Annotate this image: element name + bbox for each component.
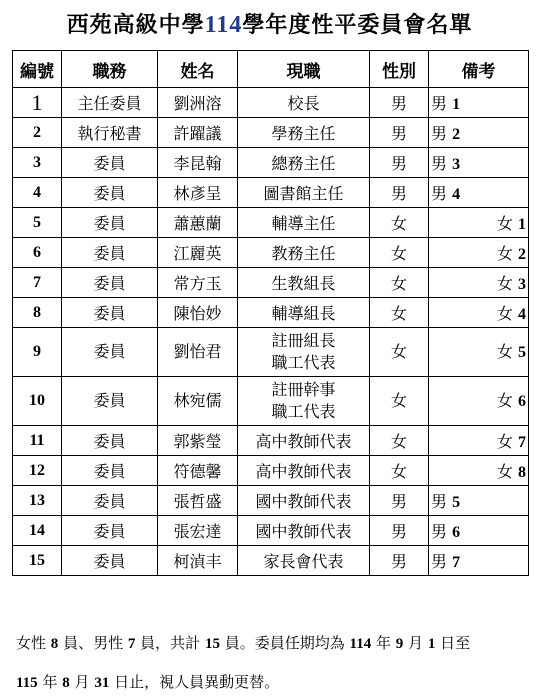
cell-number: 11 (13, 426, 62, 456)
cell-number: 4 (13, 178, 62, 208)
cell-number: 12 (13, 456, 62, 486)
cell-remark (429, 298, 529, 328)
remark-gender: 男 (431, 154, 448, 173)
title-school: 西苑高級中學 (66, 12, 205, 38)
cell-remark (429, 426, 529, 456)
cell-name: 許躍議 (158, 118, 238, 148)
position-line: 職工代表 (271, 402, 336, 421)
position-line: 國中教師代表 (255, 522, 352, 541)
header-remark: 備考 (429, 51, 529, 88)
cell-number: 6 (13, 238, 62, 268)
position-line: 圖書館主任 (263, 184, 344, 203)
cell-gender: 男 (370, 516, 429, 546)
remark-gender: 男 (431, 552, 448, 571)
table-row (13, 546, 529, 576)
remark-number: 4 (452, 186, 461, 203)
footnote-text: 日止，視人員異動更替。 (114, 673, 280, 691)
cell-name: 張哲盛 (158, 486, 238, 516)
cell-remark (429, 238, 529, 268)
cell-remark (429, 148, 529, 178)
cell-role: 主任委員 (62, 88, 158, 118)
footnote-text: 年 (42, 673, 58, 691)
cell-number: 3 (13, 148, 62, 178)
committee-table (12, 50, 529, 576)
remark-number: 4 (518, 306, 526, 323)
remark-number: 5 (518, 343, 526, 361)
cell-gender: 男 (370, 88, 429, 118)
footnote-number: 115 (16, 675, 38, 691)
table-row (13, 426, 529, 456)
cell-role: 執行秘書 (62, 118, 158, 148)
header-name: 姓名 (158, 51, 238, 88)
header-role: 職務 (62, 51, 158, 88)
cell-remark (429, 546, 529, 576)
cell-number: 7 (13, 268, 62, 298)
position-line: 高中教師代表 (255, 462, 352, 481)
remark-gender: 女 (496, 214, 513, 233)
cell-name: 常方玉 (158, 268, 238, 298)
cell-gender: 男 (370, 148, 429, 178)
position-line: 註冊組長 (271, 331, 336, 350)
footnote-line-2 (16, 671, 279, 692)
remark-gender: 女 (496, 462, 513, 481)
cell-role: 委員 (62, 486, 158, 516)
table-row (13, 268, 529, 298)
cell-gender: 女 (370, 208, 429, 238)
remark-gender: 男 (431, 184, 448, 203)
cell-role: 委員 (62, 426, 158, 456)
cell-current-position (238, 516, 370, 546)
cell-name: 劉怡君 (158, 328, 238, 377)
cell-current-position (238, 238, 370, 268)
cell-name: 柯湞丰 (158, 546, 238, 576)
table-row (13, 118, 529, 148)
cell-current-position (238, 426, 370, 456)
table-row (13, 88, 529, 118)
position-line: 教務主任 (271, 244, 336, 263)
cell-remark (429, 456, 529, 486)
cell-role: 委員 (62, 456, 158, 486)
footnote-text: 女性 (16, 634, 47, 652)
cell-current-position (238, 486, 370, 516)
cell-gender: 女 (370, 377, 429, 426)
cell-remark (429, 268, 529, 298)
table-row (13, 238, 529, 268)
cell-name: 劉洲溶 (158, 88, 238, 118)
remark-number: 6 (452, 524, 461, 541)
table-body (13, 88, 529, 576)
cell-name: 蕭蕙蘭 (158, 208, 238, 238)
remark-number: 6 (518, 392, 526, 410)
header-current-position: 現職 (238, 51, 370, 88)
cell-role: 委員 (62, 178, 158, 208)
cell-current-position (238, 178, 370, 208)
remark-gender: 女 (496, 341, 513, 361)
footnote-number: 8 (50, 636, 59, 652)
cell-remark (429, 178, 529, 208)
footnote-number: 1 (427, 636, 436, 652)
remark-number: 3 (518, 276, 526, 293)
cell-current-position (238, 328, 370, 377)
position-line: 輔導組長 (271, 304, 336, 323)
cell-name: 張宏達 (158, 516, 238, 546)
cell-number: 15 (13, 546, 62, 576)
cell-current-position (238, 118, 370, 148)
remark-gender: 男 (431, 492, 448, 511)
remark-gender: 男 (431, 522, 448, 541)
title-rest: 學年度性平委員會名單 (242, 12, 473, 38)
remark-number: 7 (518, 434, 526, 451)
cell-name: 陳怡妙 (158, 298, 238, 328)
position-line: 高中教師代表 (255, 432, 352, 451)
cell-role: 委員 (62, 516, 158, 546)
remark-gender: 女 (496, 432, 513, 451)
cell-number: 2 (13, 118, 62, 148)
footnote-number: 8 (62, 675, 70, 691)
remark-number: 1 (452, 96, 461, 113)
cell-number: 14 (13, 516, 62, 546)
cell-remark (429, 208, 529, 238)
cell-name: 郭紫瑩 (158, 426, 238, 456)
cell-current-position (238, 268, 370, 298)
cell-current-position (238, 88, 370, 118)
title-year: 114 (204, 12, 243, 38)
position-line: 註冊幹事 (271, 380, 336, 399)
footnote-line-1 (16, 632, 470, 653)
footnote-text: 員、男性 (63, 634, 124, 652)
cell-current-position (238, 456, 370, 486)
table-header-row (13, 51, 529, 88)
cell-remark (429, 377, 529, 426)
remark-number: 7 (452, 554, 461, 571)
cell-gender: 女 (370, 426, 429, 456)
table-row (13, 328, 529, 377)
footnote-number: 9 (395, 636, 404, 652)
position-line: 國中教師代表 (255, 492, 352, 511)
remark-gender: 男 (431, 94, 448, 113)
position-line: 生教組長 (271, 274, 336, 293)
remark-number: 2 (452, 126, 461, 143)
cell-current-position (238, 148, 370, 178)
cell-gender: 女 (370, 456, 429, 486)
table-row (13, 456, 529, 486)
cell-number: 9 (13, 328, 62, 377)
remark-gender: 女 (496, 390, 513, 410)
cell-gender: 女 (370, 298, 429, 328)
cell-name: 江麗英 (158, 238, 238, 268)
table-row (13, 516, 529, 546)
cell-role: 委員 (62, 298, 158, 328)
page-title (0, 8, 539, 39)
position-line: 校長 (287, 94, 320, 113)
cell-role: 委員 (62, 268, 158, 298)
cell-remark (429, 328, 529, 377)
footnote-number: 15 (204, 636, 220, 652)
cell-name: 林宛儒 (158, 377, 238, 426)
cell-current-position (238, 298, 370, 328)
cell-current-position (238, 546, 370, 576)
cell-name: 林彥呈 (158, 178, 238, 208)
table-row (13, 148, 529, 178)
cell-gender: 男 (370, 486, 429, 516)
table-row (13, 178, 529, 208)
cell-number: 1 (13, 88, 62, 118)
footnote-number: 31 (94, 675, 110, 691)
header-gender: 性別 (370, 51, 429, 88)
remark-number: 8 (518, 464, 526, 481)
table-row (13, 377, 529, 426)
header-number: 編號 (13, 51, 62, 88)
remark-number: 1 (518, 216, 526, 233)
cell-gender: 男 (370, 178, 429, 208)
remark-gender: 女 (496, 274, 513, 293)
cell-name: 符德馨 (158, 456, 238, 486)
cell-remark (429, 118, 529, 148)
cell-role: 委員 (62, 148, 158, 178)
table-row (13, 486, 529, 516)
cell-remark (429, 88, 529, 118)
position-line: 職工代表 (271, 353, 336, 372)
cell-gender: 男 (370, 118, 429, 148)
cell-role: 委員 (62, 377, 158, 426)
cell-number: 5 (13, 208, 62, 238)
table-row (13, 298, 529, 328)
cell-remark (429, 516, 529, 546)
remark-number: 5 (452, 494, 461, 511)
cell-gender: 女 (370, 328, 429, 377)
remark-gender: 女 (496, 304, 513, 323)
remark-gender: 男 (431, 124, 448, 143)
footnote-text: 年 (376, 634, 392, 652)
cell-current-position (238, 377, 370, 426)
position-line: 家長會代表 (263, 552, 344, 571)
footnote-text: 員，共計 (140, 634, 201, 652)
cell-number: 8 (13, 298, 62, 328)
cell-gender: 男 (370, 546, 429, 576)
position-line: 輔導主任 (271, 214, 336, 233)
cell-gender: 女 (370, 238, 429, 268)
cell-gender: 女 (370, 268, 429, 298)
position-line: 總務主任 (271, 154, 336, 173)
cell-role: 委員 (62, 208, 158, 238)
remark-number: 2 (518, 246, 526, 263)
cell-remark (429, 486, 529, 516)
footnote-text: 日至 (440, 634, 471, 652)
remark-gender: 女 (496, 244, 513, 263)
cell-current-position (238, 208, 370, 238)
footnote-text: 月 (74, 673, 90, 691)
footnote-text: 員。委員任期均為 (224, 634, 345, 652)
footnote-number: 114 (349, 636, 372, 652)
cell-role: 委員 (62, 328, 158, 377)
cell-role: 委員 (62, 546, 158, 576)
footnote-number: 7 (127, 636, 136, 652)
table-row (13, 208, 529, 238)
remark-number: 3 (452, 156, 461, 173)
position-line: 學務主任 (271, 124, 336, 143)
cell-role: 委員 (62, 238, 158, 268)
cell-number: 10 (13, 377, 62, 426)
cell-name: 李昆翰 (158, 148, 238, 178)
footnote-text: 月 (408, 634, 424, 652)
cell-number: 13 (13, 486, 62, 516)
